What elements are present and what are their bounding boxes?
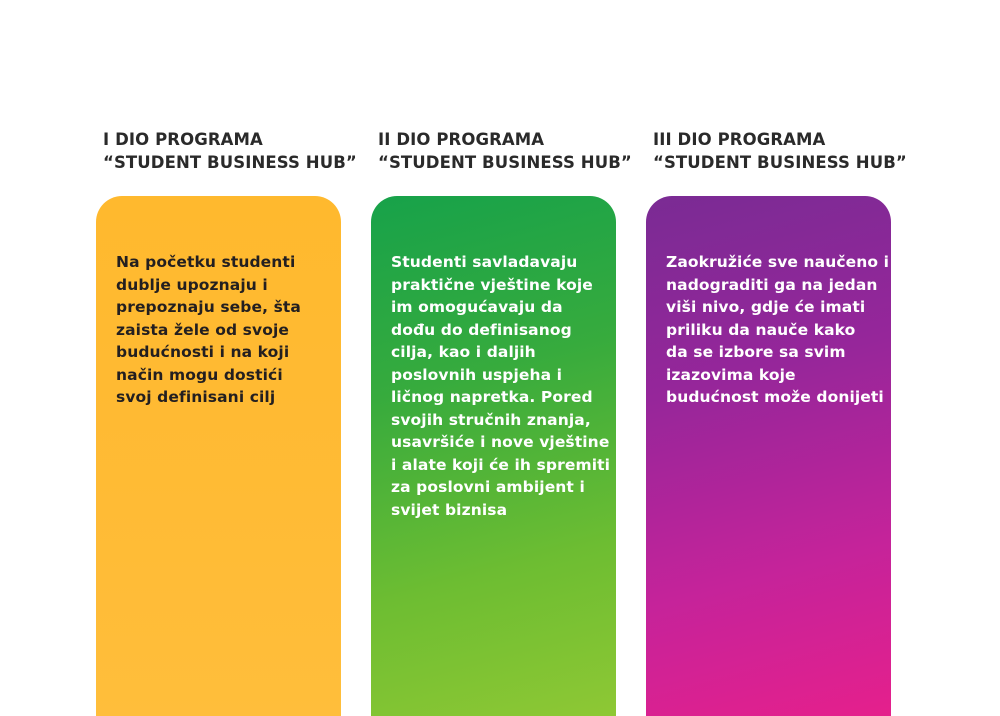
description-line: zaista žele od svoje xyxy=(116,320,289,339)
description-line: dođu do definisanog xyxy=(391,320,572,339)
description-line: svijet biznisa xyxy=(391,500,508,519)
program-part-1-description xyxy=(116,251,321,409)
description-line: dublje upoznaju i xyxy=(116,275,268,294)
program-part-2-description xyxy=(391,251,611,521)
description-line: izazovima koje xyxy=(666,365,796,384)
description-line: budućnost može donijeti xyxy=(666,388,884,406)
description-line: prepoznaju sebe, šta xyxy=(116,298,301,316)
description-line: Studenti savladavaju xyxy=(391,253,578,271)
description-line: način mogu dostići xyxy=(116,365,283,384)
description-line: budućnosti i na koji xyxy=(116,343,290,361)
heading-line: “STUDENT BUSINESS HUB” xyxy=(103,153,357,172)
heading-line: III DIO PROGRAMA xyxy=(653,130,826,149)
program-part-2-heading xyxy=(378,128,648,178)
description-line: usavršiće i nove vještine xyxy=(391,433,610,451)
program-part-3-card xyxy=(646,196,891,716)
description-line: Zaokružiće sve naučeno i xyxy=(666,253,890,271)
description-line: praktične vještine koje xyxy=(391,275,593,294)
heading-line: II DIO PROGRAMA xyxy=(378,130,545,149)
description-line: viši nivo, gdje će imati xyxy=(666,298,866,316)
program-part-3-heading xyxy=(653,128,923,178)
program-part-1 xyxy=(103,128,373,406)
description-line: i alate koji će ih spremiti xyxy=(391,455,611,474)
heading-line: I DIO PROGRAMA xyxy=(103,130,263,149)
description-line: ličnog napretka. Pored xyxy=(391,388,593,406)
heading-line: “STUDENT BUSINESS HUB” xyxy=(653,153,907,172)
program-part-1-heading xyxy=(103,128,373,178)
program-part-2 xyxy=(378,128,648,519)
description-line: poslovnih uspjeha i xyxy=(391,365,563,384)
description-line: svojih stručnih znanja, xyxy=(391,410,591,429)
program-part-2-card xyxy=(371,196,616,716)
program-part-3 xyxy=(653,128,923,406)
program-part-1-card xyxy=(96,196,341,716)
description-line: priliku da nauče kako xyxy=(666,320,856,339)
program-part-3-description xyxy=(666,251,890,409)
description-line: za poslovni ambijent i xyxy=(391,478,585,496)
description-line: da se izbore sa svim xyxy=(666,343,846,361)
description-line: svoj definisani cilj xyxy=(116,388,276,406)
description-line: nadograditi ga na jedan xyxy=(666,275,878,294)
description-line: im omogućavaju da xyxy=(391,298,563,316)
heading-line: “STUDENT BUSINESS HUB” xyxy=(378,153,632,172)
description-line: Na početku studenti xyxy=(116,253,296,271)
description-line: cilja, kao i daljih xyxy=(391,343,536,361)
